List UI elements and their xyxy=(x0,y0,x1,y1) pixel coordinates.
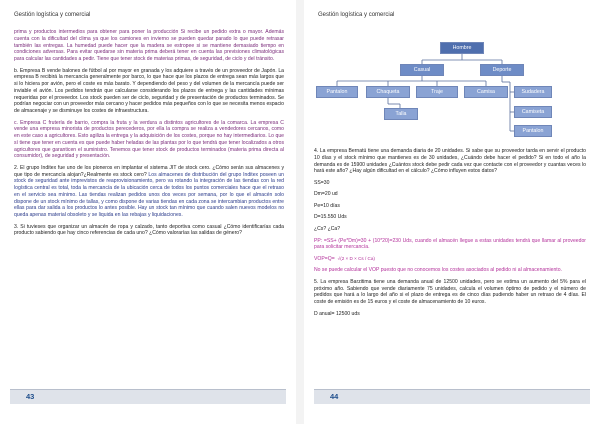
vop-formula xyxy=(314,256,586,263)
no-calc-note: No se puede calcular el VOP puesto que no conocemos los costes asociados al pedido ni al almacenamiento. xyxy=(314,267,562,274)
node-chaqueta: Chaqueta xyxy=(366,86,410,98)
diagram-connectors xyxy=(304,0,600,145)
node-casual: Casual xyxy=(400,64,444,76)
vop-sqrt: √(2 × D × Cs / Ca) xyxy=(337,255,375,261)
node-traje: Traje xyxy=(416,86,458,98)
question-5: 5. La empresa Barzitima tiene una demanda anual de 12500 unidades, pero se estima un aumento del 5% para el próximo año. Sabiendo que vende diariamente 75 unidades, calcula el volumen óptimo de pedido y el número de pedidos que hará a lo largo del año si el plazo de entrega es de cinco días pudiendo haber un retraso de 4 días. El coste de emisión es de 15 euros y el coste de almacenamiento de 10 euros. xyxy=(314,278,586,306)
value-d-anual: D anual= 12500 uds xyxy=(314,310,360,317)
hierarchy-diagram xyxy=(304,0,600,145)
page-header-right: Gestión logística y comercial xyxy=(318,12,395,18)
paragraph-3: 3. Si tuvieses que organizar un almacén de ropa y calzado, tanto deportiva como casual ¿Cómo identificarías cada producto sabiendo que hay cinco referencias de cada uno? ¿Cómo valorarías las salidas de género? xyxy=(14,223,284,237)
node-pantalon-deporte: Pantalon xyxy=(514,125,552,137)
page-footer-right xyxy=(314,389,590,404)
paragraph-b: b. Empresa B vende balones de fútbol al por mayor en granada y los adquiere a través de un proveedor de Japón. La empresa B recibirá la mercancía generalmente por barco, lo que hace que los plazos de entrega sean más largos que si lo hiciera por avión, pero el coste es más barato. Y dependiendo del peso y del volumen de la mercancía puede ser inviable el avión. Los pedidos tendrán que calcularse considerando los plazos de entrega y las cantidades mínimas requeridas por el proveedor. Los stock pueden ser de ciclo, seguridad y de presentación de productos terminados. Se podrían negociar con un proveedor más cercano y hacer pedidos más pequeños con lo que se necesita menos espacio de almacenaje y se disminuye los costes de infraestructura. xyxy=(14,67,284,115)
left-page xyxy=(0,0,296,424)
right-page xyxy=(304,0,600,424)
page-gutter xyxy=(296,0,304,424)
value-cs-ca: ¿Cs? ¿Ca? xyxy=(314,225,341,232)
node-sudadera: Sudadera xyxy=(514,86,552,98)
value-dm: Dm=20 ud xyxy=(314,191,338,198)
question-4: 4. La empresa Bernatú tiene una demanda diaria de 20 unidades. Si sabe que su proveedor tarda en servir el producto 10 días y el stock mínimo que mantienes es de 30 unidades, ¿Cuándo debe hacer el pedido? Si en todo el año la demanda es de 15900 unidades ¿Cuántos stock debe pedir cada vez que contacte con el proveedor y cuantas veces lo hará este año? ¿Hay algún dificultad en el cálculo? ¿Cómo influyen estos datos? xyxy=(314,148,586,175)
node-hombre: Hombre xyxy=(440,42,484,54)
paragraph-c: c. Empresa C frutería de barrio, compra la fruta y la verdura a distintos agricultores de la comarca. La empresa C vende una empresa minorista de productos perecederos, por ella la compra se realiza a vendedores cercanos, como en este caso a agricultores. Esto agiliza la entrega y la adquisición de los costes, porque no hay intermediarios. Lo que sí tiene que tener en cuenta es que puede haber heladas de las plantas por lo que tendrá que tener localizados a otros agricultores que garanticen el suministro. Tenemos que tener stock de productos terminados (materia prima directa al consumidor), de seguridad y presentación. xyxy=(14,119,284,160)
page-footer-left xyxy=(10,389,286,404)
node-pantalon-casual: Pantalon xyxy=(316,86,358,98)
answer-2: Los almacenes de distribución del grupo Inditex poseen un stock de seguridad ante imprevistos de reaprovisionamiento, pero va rotando la integración de las tiendas con la red logística central es total, toda la mercancía de la ubicación cerca de todos los puntos comerciales hace que el retraso en el servicio sea mínimo. Las tiendas realizan pedidos unos dos veces por semana, por lo que el almacén solo dispone de un stock mínimo de tallas, y como dispone de varias tiendas en cada zona se intercambian productos entre ellas para dar salida a los productos lo antes posible. Hay un stock tan mínimo que cuando salen nuevos modelos no queda apenas material obsoleto y se liquida en las rebajas y liquidaciones. xyxy=(14,171,284,219)
page-number-right: 44 xyxy=(330,392,339,401)
paragraph-a: prima y productos intermedios para obtener para poner la producción Si recibe un pedido extra o mayor. Además cuenta con la dificultad del clima ya que los camiones en invierno se pueden quedar parado lo que puede retrasar también las entregas. La humedad puede hacer que la madera se estropee si se mantiene demasiado tiempo en condiciones adversas. Para evitar quedarse sin materia prima deberá tener en cuenta las previsiones climatológicas para calcular las cantidades a pedir. Tiene que tener stock de materias primas, de seguridad, de ciclo y del tránsito. xyxy=(14,29,284,62)
value-ss: SS=30 xyxy=(314,179,330,186)
page-header-left: Gestión logística y comercial xyxy=(14,12,91,18)
question-2: 2. El grupo Inditex fue uno de los pioneros en implantar el sistema JIT de stock cero. ¿Cómo serán sus almacenes y que tipo de mercancía alojan?¿Realmente es stock cero? xyxy=(14,164,284,178)
value-pe: Pe=10 días xyxy=(314,202,340,209)
node-camiseta: Camiseta xyxy=(514,106,552,118)
node-camisa: Camisa xyxy=(464,86,508,98)
pp-calculation: PP: =SS+ (Pe*Dm)=30 + (10*20)=230 Uds, cuando el almacén llegue a estas unidades tendrá que llamar al proveedor para solicitar mercancía. xyxy=(314,237,586,251)
value-d: D=15.550 Uds xyxy=(314,214,347,221)
right-body xyxy=(314,148,586,322)
node-deporte: Deporte xyxy=(480,64,524,76)
left-body xyxy=(14,29,284,242)
node-talla: Talla xyxy=(384,108,418,120)
vop-label: VOP=Q= xyxy=(314,255,335,262)
paragraph-2 xyxy=(14,165,284,219)
page-number-left: 43 xyxy=(26,392,35,401)
